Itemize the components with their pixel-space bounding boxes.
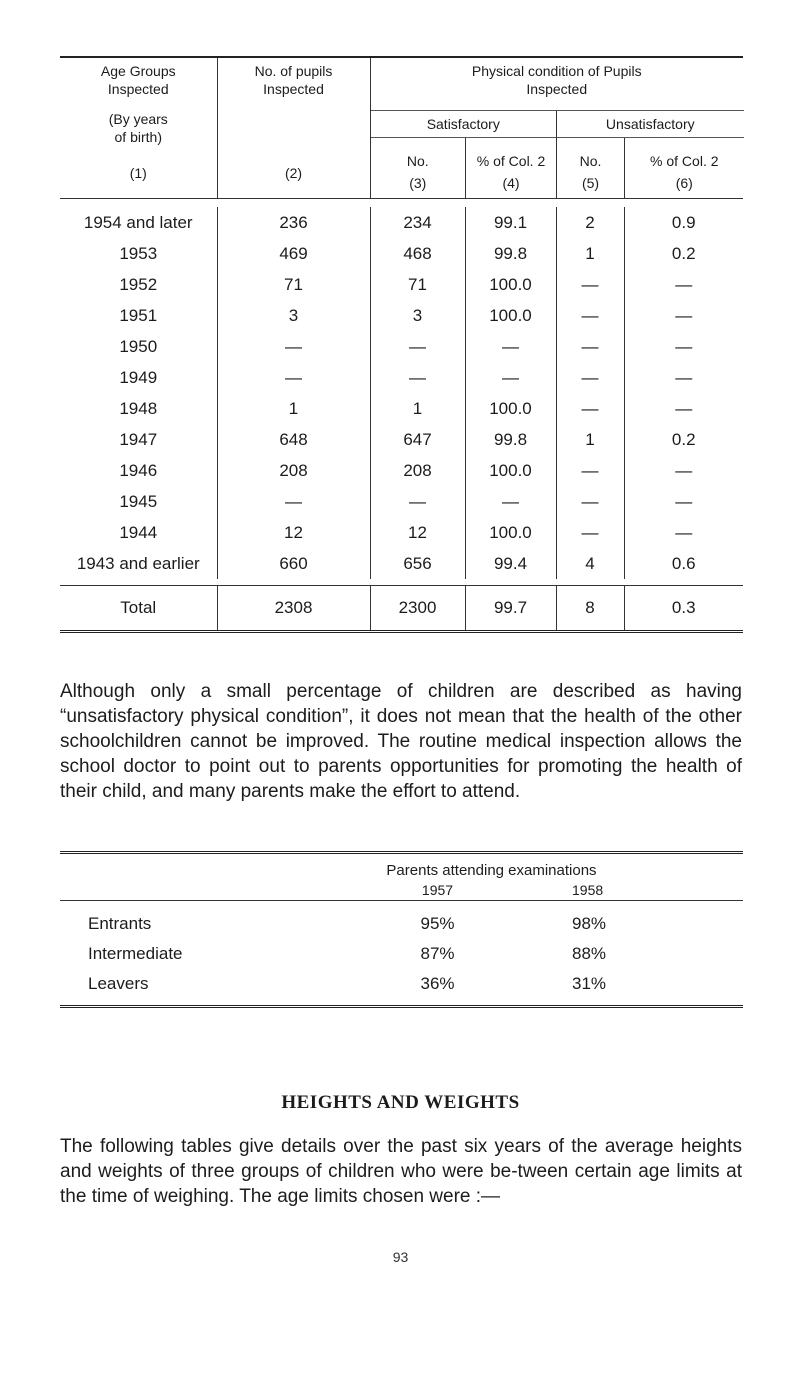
table-row: 1943 and earlier 660 656 99.4 4 0.6 [60, 548, 743, 579]
parents-attending-table [60, 851, 743, 1008]
table-row: 1950 — — — — — [60, 331, 743, 362]
table-row: 1946 208 208 100.0 — — [60, 455, 743, 486]
table-row: 1954 and later 236 234 99.1 2 0.9 [60, 207, 743, 238]
table-row: 1949 — — — — — [60, 362, 743, 393]
header-age-groups: Age Groups Inspected (By years of birth) (1) [100, 63, 176, 181]
table-row: 1952 71 71 100.0 — — [60, 269, 743, 300]
table-row: Intermediate 87% 88% [88, 944, 607, 963]
header-col4: % of Col. 2 (4) [466, 138, 557, 199]
header-satisfactory: Satisfactory [371, 111, 557, 138]
year-1957: 1957 [350, 880, 525, 901]
table-row: 1953 469 468 99.8 1 0.2 [60, 238, 743, 269]
header-col5: No. (5) [557, 138, 625, 199]
section-heading: HEIGHTS AND WEIGHTS [281, 1092, 520, 1113]
header-pupils-inspected: No. of pupils Inspected (2) [217, 58, 370, 199]
total-row: Total 2308 2300 99.7 8 0.3 [60, 586, 743, 632]
page-number: 93 [392, 1249, 409, 1265]
paragraph-parents: Although only a small percentage of children are described as having “unsatisfactory physical condition”, it does not mean that the health of the other schoolchildren cannot be improved. The routine medical inspection allows the school doctor to point out to parents opportunities for promoting the health of their child, and many parents make the effort to attend. [60, 681, 742, 802]
header-col6: % of Col. 2 (6) [625, 138, 744, 199]
header-col3: No. (3) [371, 138, 466, 199]
table-row: Entrants 95% 98% [88, 914, 607, 933]
table-row: 1944 12 12 100.0 — — [60, 517, 743, 548]
inspection-table [60, 56, 743, 633]
table-row: 1947 648 647 99.8 1 0.2 [60, 424, 743, 455]
table-row: Leavers 36% 31% [88, 974, 607, 993]
year-1958: 1958 [525, 880, 743, 901]
table-row: 1948 1 1 100.0 — — [60, 393, 743, 424]
table-row: 1945 — — — — — [60, 486, 743, 517]
header-unsatisfactory: Unsatisfactory [557, 111, 744, 138]
parents-table-title: Parents attending examinations [386, 861, 597, 879]
table-row: 1951 3 3 100.0 — — [60, 300, 743, 331]
paragraph-heights-weights: The following tables give details over the past six years of the average heights and weights of three groups of children who were be-tween certain age limits at the time of weighing. The age limits chosen were :— [60, 1136, 742, 1207]
header-physical-condition: Physical condition of Pupils Inspected [370, 58, 743, 110]
